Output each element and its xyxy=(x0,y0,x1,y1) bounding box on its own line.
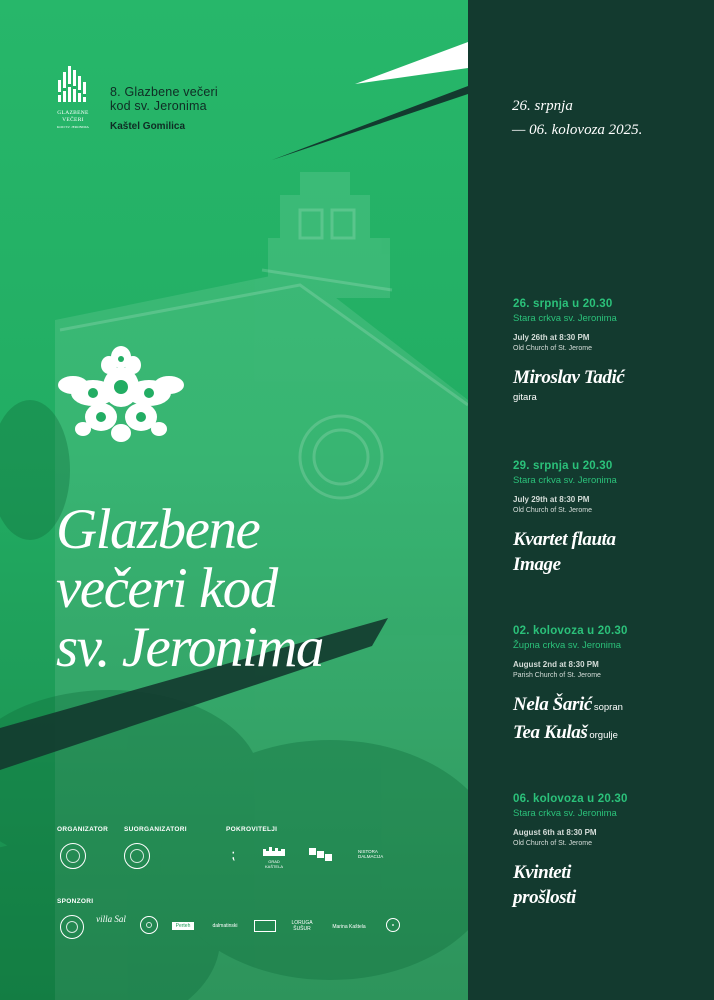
event-1-instrument: gitara xyxy=(513,392,537,403)
sponsor-logo-6 xyxy=(254,920,276,932)
festival-dates xyxy=(512,94,642,142)
event-4 xyxy=(513,793,703,910)
event-3-date: 02. kolovoza u 20.30 xyxy=(513,625,628,637)
sponsor-logo-8: Marina Kaštela xyxy=(332,924,366,930)
sponsor-logo-5: dalmatinski xyxy=(212,923,238,929)
event-2-date: 29. srpnja u 20.30 xyxy=(513,460,613,472)
logo-text-1: GLAZBENE xyxy=(57,110,89,116)
organizer-logo xyxy=(60,843,86,869)
patron-logo-2-label: GRAD KAŠTELA xyxy=(264,859,283,869)
event-4-date: 06. kolovoza u 20.30 xyxy=(513,793,628,805)
event-4-performer-name-2: prošlosti xyxy=(513,887,576,908)
patrons-label: POKROVITELJI xyxy=(226,826,278,833)
sponsor-logo-1 xyxy=(60,915,84,939)
event-2-performer-name-1: Kvartet flauta xyxy=(513,529,616,550)
event-1 xyxy=(513,298,703,403)
event-3-venue-en: Parish Church of St. Jerome xyxy=(513,672,601,679)
event-2-date-en: July 29th at 8:30 PM xyxy=(513,495,590,504)
main-title-line-2: večeri kod xyxy=(56,557,277,620)
sponsor-logo-4: Perteh xyxy=(172,922,194,930)
event-4-venue-en: Old Church of St. Jerome xyxy=(513,840,592,847)
logo-text-2: VEČERI xyxy=(62,117,84,123)
castle-icon xyxy=(262,846,286,856)
main-title xyxy=(56,500,456,677)
event-2-performer-line-2 xyxy=(513,552,703,577)
event-1-date-en: July 26th at 8:30 PM xyxy=(513,333,590,342)
event-3-performer-name-2: Tea Kulaš xyxy=(513,722,588,743)
coorganizer-label: SUORGANIZATORI xyxy=(124,826,187,833)
event-3-performer-line-2 xyxy=(513,720,703,748)
event-2-performer-line-1 xyxy=(513,527,703,552)
event-4-venue: Stara crkva sv. Jeronima xyxy=(513,808,617,819)
patron-logo-4-label: NISTORA DALMACIJA xyxy=(358,849,384,859)
event-3-performer-role-2: orgulje xyxy=(589,730,618,741)
event-1-performer-name: Miroslav Tadić xyxy=(513,367,625,388)
event-1-performer xyxy=(513,365,703,390)
event-2-venue-en: Old Church of St. Jerome xyxy=(513,507,592,514)
sponsor-logo-3 xyxy=(140,916,158,934)
floral-ornament-icon xyxy=(53,345,189,445)
sponsor-logo-2: villa Sal xyxy=(96,914,126,924)
patron-logo-3 xyxy=(306,848,342,865)
event-2-performer-name-2: Image xyxy=(513,554,561,575)
festival-title-line-2: kod sv. Jeronima xyxy=(110,99,207,113)
event-3-performer-name-1: Nela Šarić xyxy=(513,694,592,715)
main-title-line-3: sv. Jeronima xyxy=(56,616,323,679)
festival-title xyxy=(110,85,218,113)
event-3-performer-role-1: sopran xyxy=(593,702,623,713)
festival-title-line-1: 8. Glazbene večeri xyxy=(110,85,218,99)
event-3 xyxy=(513,625,703,748)
main-title-line-1: Glazbene xyxy=(56,498,260,561)
event-1-date: 26. srpnja u 20.30 xyxy=(513,298,613,310)
event-1-venue-en: Old Church of St. Jerome xyxy=(513,345,592,352)
event-3-date-en: August 2nd at 8:30 PM xyxy=(513,660,599,669)
dates-line-2: — 06. kolovoza 2025. xyxy=(512,122,643,138)
event-3-performer-line-1 xyxy=(513,692,703,720)
squares-logo-icon xyxy=(309,848,339,862)
organizer-label: ORGANIZATOR xyxy=(57,826,109,833)
event-4-performer-name-1: Kvinteti xyxy=(513,862,572,883)
event-2-venue: Stara crkva sv. Jeronima xyxy=(513,475,617,486)
patron-logo-1: ⁏ xyxy=(230,846,236,862)
sponsor-logo-7: LORUGA ŠUŠUR xyxy=(291,920,313,932)
patron-logo-2 xyxy=(262,846,286,869)
event-4-date-en: August 6th at 8:30 PM xyxy=(513,828,597,837)
event-4-performer-line-2 xyxy=(513,885,703,910)
event-4-performer-line-1 xyxy=(513,860,703,885)
festival-location: Kaštel Gomilica xyxy=(110,121,186,132)
logo-text-3: KOD SV. JERONIMA xyxy=(57,125,89,129)
sponsors-label: SPONZORI xyxy=(57,898,94,905)
coorganizer-logo xyxy=(124,843,150,869)
organ-pipes-icon xyxy=(56,66,90,106)
event-1-venue: Stara crkva sv. Jeronima xyxy=(513,313,617,324)
dates-line-1: 26. srpnja xyxy=(512,98,573,114)
patron-logo-4 xyxy=(358,849,402,859)
event-3-venue: Župna crkva sv. Jeronima xyxy=(513,640,622,651)
event-2 xyxy=(513,460,703,577)
sponsor-logo-9 xyxy=(386,918,400,932)
